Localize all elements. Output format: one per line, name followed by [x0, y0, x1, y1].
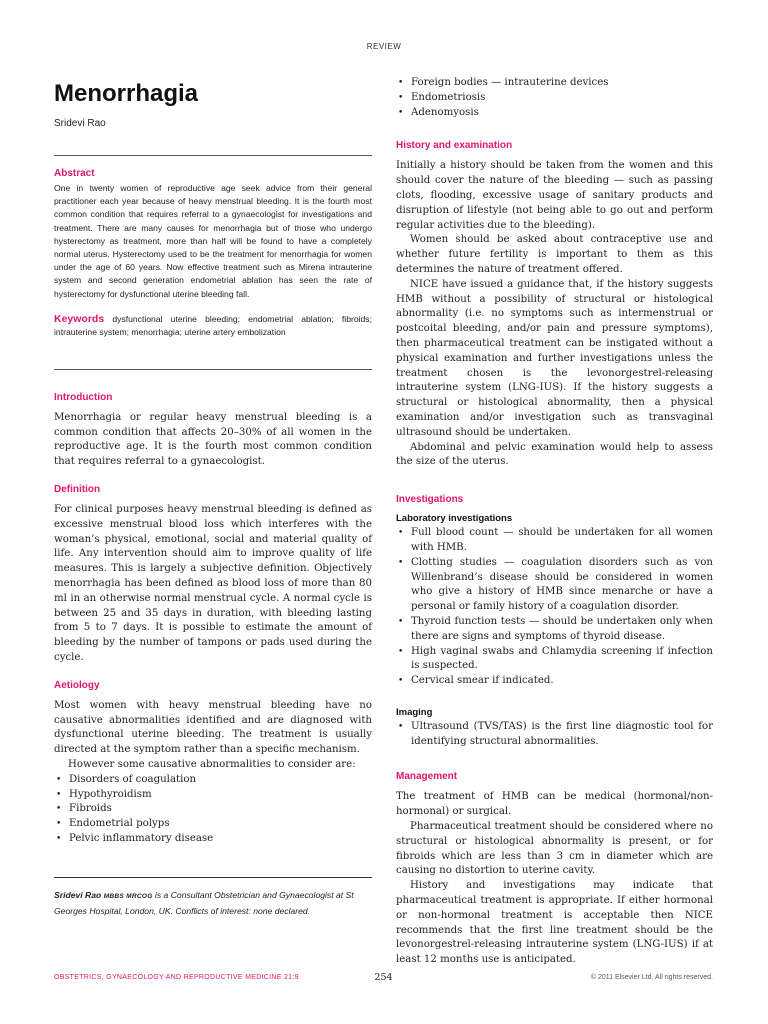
management-paragraph: History and investigations may indicate that pharmaceutical treatment is appropriate. If either hormonal or non-hormonal treatment is acceptable then NICE recommends that the first line treatment should be the levonorgestrel-releasing intrauterine system (LNG-IUS) if at least 12 months use is anticipated. — [396, 880, 713, 966]
article-title: Menorrhagia — [54, 80, 199, 107]
definition-text: For clinical purposes heavy menstrual bleeding is defined as excessive menstrual blood loss which interferes with the woman’s physical, emotional, social and material quality of life. Any intervention should aim to improve quality of life measures. This is largely a subjective definition. Objectively menorrhagia has been defined as blood loss of more than 80 ml in an otherwise normal menstrual cycle. A normal cycle is between 25 and 35 days in duration, with bleeding lasting from 5 to 7 days. It is possible to estimate the amount of bleeding by the number of tampons or pads used during the cycle. — [54, 504, 372, 663]
aetiology-paragraph: However some causative abnormalities to consider are: — [68, 758, 356, 770]
list-item: • Endometrial polyps — [54, 817, 372, 832]
abstract-text: One in twenty women of reproductive age seek advice from their general practitioner each year because of heavy menstrual bleeding. It is the fourth most common condition that requires referral to a gynaecologist for investigations and treatment. There are many causes for menorrhagia but of those who undergo hysterectomy as treatment, more than half will be found to have a completely normal uterus. Hysterectomy used to be the treatment for menorrhagia for women under the age of 60 years. Now effective treatment such as Mirena intrauterine system and second generation endometrial ablation has seen the rate of hysterectomy for dysfunctional uterine bleeding fall. — [54, 183, 372, 299]
keywords-label: Keywords — [54, 312, 105, 325]
history-paragraph: NICE have issued a guidance that, if the history suggests HMB without a possibility of structural or histological abnormality (i.e. no symptoms such as intermenstrual or postcoital bleeding, and/or pain and pressure symptoms), then pharmaceutical treatment can be instigated without a physical examination and further investigations unless the treatment chosen is the levonorgestrel-releasing intrauterine system (LNG-IUS). If the history suggests a structural or histological abnormality, then a physical examination and/or investigation such as transvaginal ultrasound should be undertaken. — [396, 278, 713, 438]
abstract-top-rule — [54, 155, 372, 156]
list-item: • Endometriosis — [396, 91, 713, 106]
keywords-text: dysfunctional uterine bleeding; endometrial ablation; fibroids; intrauterine system; menorrhagia; uterine artery embolization — [54, 313, 372, 337]
list-item: • Clotting studies — coagulation disorders such as von Willenbrand’s disease should be considered in women who give a history of HMB since menarche or have a personal or family history of a coagulation disorder. — [396, 556, 713, 615]
aetiology-heading: Aetiology — [54, 679, 100, 691]
footnote-rule — [54, 877, 372, 878]
abstract-bottom-rule — [54, 369, 372, 370]
definition-heading: Definition — [54, 484, 101, 496]
list-item: • Thyroid function tests — should be undertaken only when there are signs and symptoms of thyroid disease. — [396, 615, 713, 645]
aetiology-list — [54, 773, 372, 847]
left-column — [54, 76, 372, 919]
management-heading: Management — [396, 771, 458, 783]
management-paragraph: Pharmaceutical treatment should be considered where no structural or histological abnormality is present, or for fibroids which are less than 3 cm in diameter which are causing no distortion to uterine cavity. — [396, 821, 713, 877]
journal-name: OBSTETRICS, GYNAECOLOGY AND REPRODUCTIVE MEDICINE 21:9 — [54, 974, 299, 981]
keywords — [54, 313, 372, 339]
introduction-text: Menorrhagia or regular heavy menstrual bleeding is a common condition that affects 20–30% of all women in the reproductive age. It is the fourth most common condition that requires referral to a gynaecologist. — [54, 411, 372, 468]
management-paragraph: The treatment of HMB can be medical (hormonal/non-hormonal) or surgical. — [396, 791, 713, 818]
imaging-list — [396, 720, 713, 750]
list-item: • Disorders of coagulation — [54, 773, 372, 788]
list-item: • Full blood count — should be undertaken for all women with HMB. — [396, 526, 713, 556]
list-item: • Fibroids — [54, 802, 372, 817]
footnote-credentials: MBBS MRCOG — [103, 892, 153, 900]
page-number: 254 — [374, 972, 393, 983]
imaging-heading: Imaging — [396, 706, 433, 718]
author-footnote — [54, 888, 372, 919]
footnote-author-name: Sridevi Rao — [54, 889, 102, 900]
right-column — [396, 76, 713, 968]
list-item: • Foreign bodies — intrauterine devices — [396, 76, 713, 91]
list-item: • High vaginal swabs and Chlamydia screening if infection is suspected. — [396, 645, 713, 675]
list-item: • Pelvic inflammatory disease — [54, 832, 372, 847]
list-item: • Cervical smear if indicated. — [396, 674, 713, 689]
history-paragraph: Initially a history should be taken from the women and this should cover the nature of the bleeding — such as passing clots, flooding, excessive usage of sanitary products and disruption of lifestyle (not being able to go out and perform regular activities due to the bleeding). — [396, 160, 713, 231]
investigations-heading: Investigations — [396, 494, 464, 506]
introduction-heading: Introduction — [54, 391, 113, 403]
history-paragraph: Women should be asked about contraceptive use and whether future fertility is important to them as this determines the nature of treatment offered. — [396, 234, 713, 275]
lab-investigations-heading: Laboratory investigations — [396, 513, 513, 525]
abstract-heading: Abstract — [54, 168, 95, 179]
lab-investigations-list — [396, 526, 713, 689]
footnote-text: is a Consultant Obstetrician and Gynaecologist at St Georges Hospital, London, UK. Conflicts of interest: none declared. — [54, 889, 354, 917]
aetiology-paragraph: Most women with heavy menstrual bleeding have no causative abnormalities identified and are diagnosed with dysfunctional uterine bleeding. The treatment is usually directed at the symptom rather than a specific mechanism. — [54, 699, 372, 756]
copyright: © 2011 Elsevier Ltd. All rights reserved. — [590, 974, 713, 981]
page-footer — [54, 972, 713, 986]
history-heading: History and examination — [396, 140, 513, 152]
history-paragraph: Abdominal and pelvic examination would help to assess the size of the uterus. — [396, 441, 713, 468]
aetiology-list-continued — [396, 76, 713, 120]
list-item: • Hypothyroidism — [54, 788, 372, 803]
section-label: REVIEW — [366, 42, 402, 51]
article-author: Sridevi Rao — [54, 118, 106, 129]
list-item: • Ultrasound (TVS/TAS) is the first line diagnostic tool for identifying structural abnormalities. — [396, 720, 713, 750]
list-item: • Adenomyosis — [396, 106, 713, 121]
